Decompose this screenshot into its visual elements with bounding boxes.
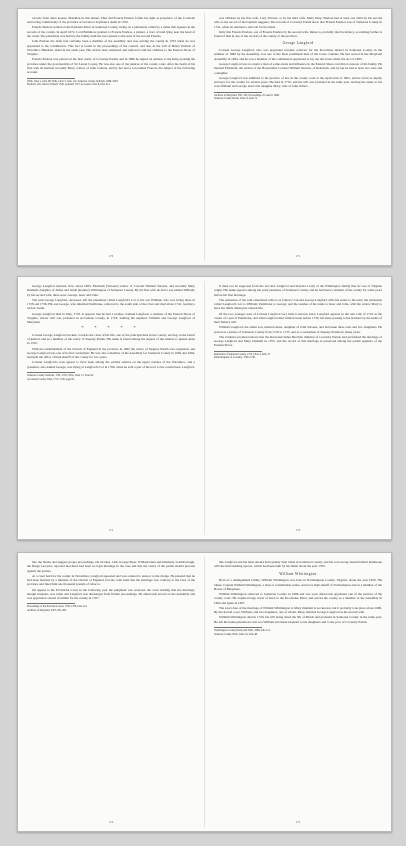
page-number: 175 [295, 820, 301, 824]
paragraph: It must not be supposed from the fact that Langford had married a lady of the Whittington family that he was of Virginia origin. His name appears among the early patentees of Somerset County, and he had been a resident of the county for some years before his first marriage. [214, 284, 382, 297]
body-text [214, 560, 382, 624]
footnotes [214, 629, 382, 636]
page-number: 173 [295, 528, 301, 532]
paragraph: Colonel George Langford, who was appointed revenue collector for the Pocomoke district in Somerset County in the summer of 1698 by the Assembly, was one of the most prominent men of the lower counties. He had served in the Maryland Assembly in 1694, and he was a member of the commission appointed to lay out the towns under the Act of 1683. [214, 48, 382, 61]
footnote: Ensbon's will, dated 14 March 1726, probated 1727; Accounts, Liber 8, folio 214. [27, 83, 111, 87]
footnote-rule [27, 603, 75, 604]
gutter [204, 557, 205, 827]
page-number: 174 [108, 820, 114, 824]
footnote: Rent Rolls of Somerset County, 1723; Liber 4, folio 37. [214, 352, 271, 356]
footnote: Somerset County Judicials, 1701–1702; Wills, Liber 13, folio 94. [27, 373, 94, 377]
footnote-rule [214, 92, 262, 93]
page-173 [214, 284, 382, 535]
footnotes [214, 94, 382, 101]
footnote: Archives of Maryland, VIII, 345; Proceedings of Council, 1698. [214, 93, 280, 97]
footnotes [27, 605, 195, 612]
body-text [214, 284, 382, 348]
paragraph: into the matter and suggest proper proceedings. On October 14th, George Piper, William Dent and Kimberly Goldsborough, the Kings Lawyers, reported that there had been no legal marriage in the case and that the vestry of the parish should proceed against the parties. [27, 560, 195, 573]
page-number: 172 [108, 528, 114, 532]
body-text [214, 16, 382, 89]
section-heading: William Whittington [279, 571, 317, 576]
footnote: Somerset County Deeds, Liber O, folio 72. [214, 97, 258, 101]
paragraph: With the establishment of the Church of England in the province in 1692 the vestry of Stepney Parish was organized, and George Langford was one of its first vestrymen. He was also a member of the Assembly for Somerset County in 1692 and 1694, and held the office of high sheriff of the county for two years. [27, 346, 195, 360]
book-spread-1 [17, 8, 392, 266]
page-170 [27, 16, 195, 261]
paragraph: Colonel George Langford became, towards the close of his life, one of the principal men in the county, serving on the bench of justices and as a member of the vestry of Stepney Parish. His name is found among the signers of the address to Queen Anne in 1702. [27, 332, 195, 346]
book-spread-3 [17, 552, 392, 832]
paragraph: Of the two younger sons of Colonel Langford very little is known. Isaac Langford appears in the rent rolls of 1723 as the owner of a part of Pembroke, and John Langford died without issue before 1730, his share passing to his brothers by the terms of their father's will. [214, 311, 382, 325]
footnotes [214, 353, 382, 360]
section-heading: George Langford [282, 41, 314, 46]
footnote-rule [27, 78, 75, 79]
body-text [27, 284, 195, 369]
footnote: Northampton County Deeds and Wills, 1686, folio 112. [214, 629, 271, 633]
paragraph: George Langford was no doubt a man of some estate and influence in the Eastern Shore, but little is known of his family. He married Elizabeth, the widow of the Honourable Colonel William Stevens, of Rehoboth, and by her he had at least two sons and a daughter. [214, 61, 382, 75]
paragraph: William Langford, the eldest son, married Anne, daughter of John Stevens, and had issue three sons and two daughters. He served as a justice of Somerset County from 1719 to 1725, and as a vestryman of Stepney Parish for many years. [214, 325, 382, 334]
gutter [204, 13, 205, 261]
paragraph: Francis Ensbon was placed on the first vestry of Coventry Parish, and in 1696 he signed an address to the King praising the province under the governorship of Sir Lionel Copley. He was also one of the justices of the county court. After the death of his first wife he married secondly Mary, widow of John Cannon, and by her had a son named Francis, the subject of the following account. [27, 57, 195, 75]
paragraph: The exact date of the marriage of William Whittington to Mary Dashiell is not known, but it probably took place about 1690. By her he had a son, William, and two daughters, one of whom, Mary, married George Langford as his second wife. [214, 605, 382, 615]
page-number: 171 [295, 254, 301, 258]
footnote: Proceedings of the Provincial Court, 1706–1708, folio 221. [27, 605, 88, 609]
paragraph: The said George Langford, deceased, left the plantation called Langford's Lot to his son William, who was living there in 1728 and 1736. His son George, who inherited Pembroke, removed to the south side of the river and died about 1741, leaving a widow Sarah. [27, 297, 195, 311]
footnote: Accomack County Wills, 1715–1720, page 62. [27, 377, 75, 381]
footnote-rule [27, 372, 75, 373]
footnote: Parish Register of Coventry, 1700–1740. [214, 356, 256, 360]
book-spread-2 [17, 276, 392, 540]
footnote-rule [214, 627, 262, 628]
paragraph: William Whittington removed to Somerset County in 1686 and was soon afterwards appointed one of the justices of the county court. He acquired large tracts of land on the Pocomoke River, and served the county as a member of the Assembly in 1694 and again in 1697. [214, 592, 382, 605]
paragraph: was children by his first wife, Lucy Wroten, or by his third wife, Mary King. Ensbon had at least one child by his second wife as the record of the baptism suggests. The records of Coventry Parish show that Francis Ensbon was of Somerset County in 1741, when he returned a rent roll for his lands. [214, 16, 382, 29]
paragraph: The substance of the said calendared wills is as follows: Colonel George Langford wills his estate to his sons; the plantation called Langford's Lot to William; Pembroke to George; and the residue of his lands to Isaac and John, with his widow Mary to have her thirds during her natural life. [214, 297, 382, 311]
paragraph: John Ensbon the elder had certainly been a member of the assembly and was serving the county in 1703 when he was appointed to the commission. This fact is found in the proceedings of the council, and also in the will of Henry Ensbon of Wicomico Hundred, dated in the same year. His widow later remarried and removed with her children to the Eastern Shore of Virginia. [27, 39, 195, 57]
paragraph: On appeal to the Provincial Court in the following year the judgment was reversed, the court holding that the marriage, though irregular, was valid, and Langford was discharged from further proceedings. He afterwards served on the Assembly and was appointed colonel of militia for the county in 1707. [27, 587, 195, 601]
footnotes [27, 80, 195, 87]
page-172 [27, 284, 195, 535]
body-text [27, 560, 195, 600]
paragraph: Born of a distinguished family, William Whittington was born in Northampton County, Virginia, about the year 1650. His father, Captain William Whittington, a man of considerable estate, served as high sheriff of Northampton and as a member of the House of Burgesses. [214, 578, 382, 591]
section-break: * * * * * [81, 325, 141, 331]
footnote-rule [214, 351, 262, 352]
page-175 [214, 560, 382, 827]
footnotes [27, 374, 195, 381]
body-text [27, 16, 195, 75]
paragraph: The evidence produced shows that the Reverend James Brechin, minister of Coventry Parish, had performed the marriage of George Langford and Mary Dashiell in 1705, and the record of this marriage is preserved among the parish registers of the Eastern Shore. [214, 334, 382, 348]
paragraph: Only this Francis Ensbon, son of Francis Ensbon by his second wife, Rebecca, probably died in infancy, as nothing further is found of him in any of the records of the county or the province. [214, 29, 382, 39]
page-number: 170 [108, 254, 114, 258]
paragraph: George Langford was admitted to the practice of law in the county court at the April term of 1691, and he acted as deputy surveyor for the county for several years. He died in 1710, and his will was probated in the same year, leaving his estate to his sons William and George and to his daughter Mary, wife of John Waters. [214, 75, 382, 89]
paragraph: George Langford married, first, about 1683, Elizabeth (Stevens) widow of Colonel William Stevens, and secondly Mary Dashiell, daughter of James and Sarah (Kenner) Whittington of Somerset County. By his first wife he had a son named William; by his second wife, three sons, George, Isaac and John. [27, 284, 195, 297]
paragraph: Colonel Langford's sons appear to have been among the earliest settlers on the upper reaches of the Wicomico, and a grandson, also named George, was living at Langford's Lot in 1766, when he sold a part of the tract to his cousin Isaac Langford. [27, 360, 195, 369]
footnote: Archives of Maryland, XXV, 202–204. [27, 609, 67, 613]
paragraph: At a court held for the county in November, Langford appeared and was ordered to answer to the charge. He pleaded that he had been married by a minister of the Church of England, but the court held that the marriage was contrary to the laws of the province and fined him one thousand pounds of tobacco. [27, 573, 195, 587]
paragraph: this Langford and his heirs should hold quietly their lands in Somerset County, and his son George should inherit Pembroke with the mill standing upon it, which had been built by his father about the year 1700. [214, 560, 382, 569]
page-171 [214, 16, 382, 261]
page-174 [27, 560, 195, 827]
footnote: Somerset County Wills, Liber 16, folio 48. [214, 632, 258, 636]
footnote: Wills, Liber 1, folio 48; Wills, Liber 3, folio 112; Somerset County Judicials, 1689–1693. [27, 79, 119, 83]
paragraph: records from other houses. Brazilian in this matter. Thus did Francis Ensbon forfeit his right as proprietor of the Cornwall and loving commonalty of the province at Governor Seymour's death in 1709. [27, 16, 195, 25]
paragraph: George Langford died in May, 1710. It appears that he had a brother, Samuel Langford, a resident of the Eastern Shore of Virginia, whose will was probated in Accomack County in 1718, naming his nephews William and George Langford of Maryland. [27, 311, 195, 325]
gutter [204, 281, 205, 535]
paragraph: William Whittington died in 1720, his will being dated the 5th of March and probated in Somerset County in the same year. He left his home plantation to his son William and made bequests to his daughters and to the poor of Coventry Parish. [214, 615, 382, 624]
paragraph: Francis Ensbon settled on the Patuxent River in Somerset County, living on a plantation called by a name that appears in the records of the county. In April 1672, Lord Baltimore granted to Francis Ensbon, a planter, a tract of land lying near the head of the creek. The plantation was held by the family until the tract passed to the sons of the second Francis. [27, 25, 195, 39]
